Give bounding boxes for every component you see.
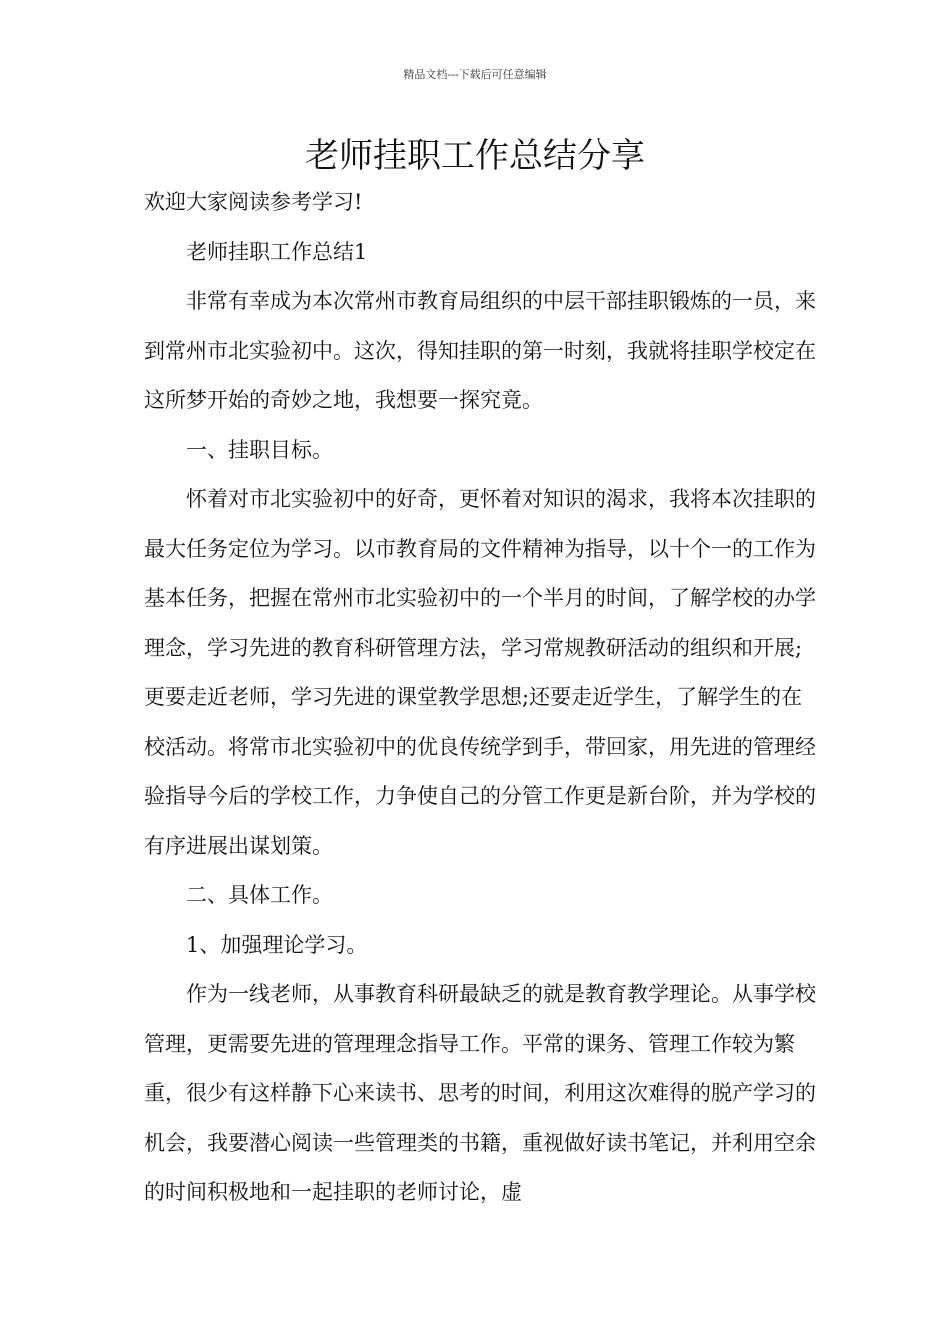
document-title: 老师挂职工作总结分享 xyxy=(305,136,645,176)
section-heading-work: 二、具体工作。 xyxy=(186,883,333,907)
paragraph-goals: 怀着对市北实验初中的好奇，更怀着对知识的渴求，我将本次挂职的最大任务定位为学习。以市教育局的文件精神为指导，以十个一的工作为基本任务，把握在常州市北实验初中的一个半月的时间，了解学校的办学理念，学习先进的教育科研管理方法，学习常规教研活动的组织和开展;更要走近老师，学习先进的课堂教学思想;还要走近学生，了解学生的在校活动。将常市北实验初中的优良传统学到手，带回家，用先进的管理经验指导今后的学校工作，力争使自己的分管工作更是新台阶，并为学校的有序进展出谋划策。 xyxy=(144,487,816,858)
section-heading-summary-1: 老师挂职工作总结1 xyxy=(186,239,368,264)
header-note: 精品文档---下载后可任意编辑 xyxy=(403,68,547,81)
section-heading-goals: 一、挂职目标。 xyxy=(186,437,333,462)
paragraph-intro: 非常有幸成为本次常州市教育局组织的中层干部挂职锻炼的一员，来到常州市北实验初中。这次，得知挂职的第一时刻，我就将挂职学校定在这所梦开始的奇妙之地，我想要一探究竟。 xyxy=(144,289,816,412)
document-body xyxy=(144,178,820,1218)
subheading-theory-study: 1、加强理论学习。 xyxy=(186,932,368,957)
paragraph-theory-study: 作为一线老师，从事教育科研最缺乏的就是教育教学理论。从事学校管理，更需要先进的管理理念指导工作。平常的课务、管理工作较为繁重，很少有这样静下心来读书、思考的时间，利用这次难得的脱产学习的机会，我要潜心阅读一些管理类的书籍，重视做好读书笔记，并利用空余的时间积极地和一起挂职的老师讨论，虚 xyxy=(144,982,816,1204)
greeting-line: 欢迎大家阅读参考学习! xyxy=(144,190,363,214)
